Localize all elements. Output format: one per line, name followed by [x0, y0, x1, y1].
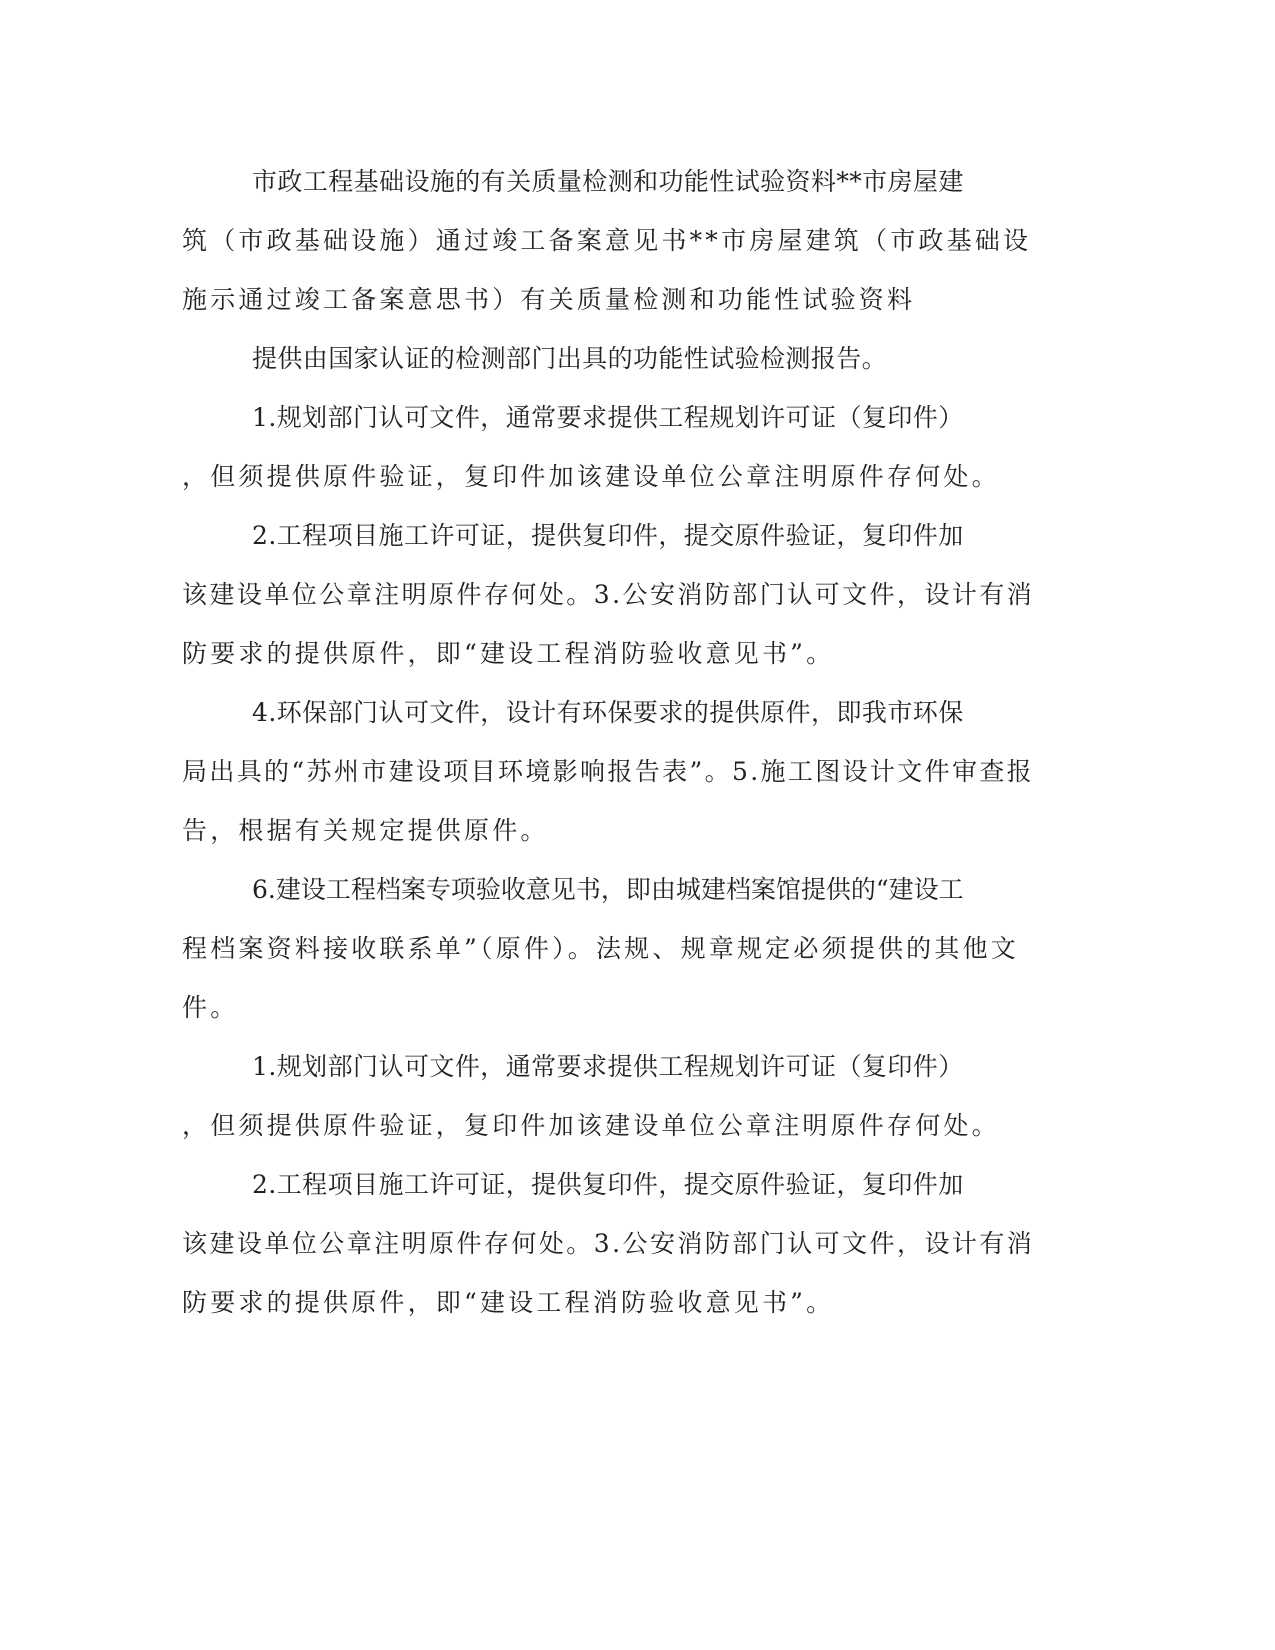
text-line: 防要求的提供原件，即“建设工程消防验收意见书”。 — [182, 639, 835, 668]
paragraph — [182, 1155, 1034, 1332]
text-line: 4.环保部门认可文件，设计有环保要求的提供原件，即我市环保 — [252, 698, 964, 727]
text-line: 该建设单位公章注明原件存何处。3.公安消防部门认可文件，设计有消 — [182, 580, 1035, 609]
paragraph — [182, 329, 1034, 388]
text-line: 提供由国家认证的检测部门出具的功能性试验检测报告。 — [252, 344, 888, 373]
text-line: 该建设单位公章注明原件存何处。3.公安消防部门认可文件，设计有消 — [182, 1229, 1035, 1258]
text-line: 局出具的“苏州市建设项目环境影响报告表”。5.施工图设计文件审查报 — [182, 757, 1035, 786]
text-line: 市政工程基础设施的有关质量检测和功能性试验资料**市房屋建 — [252, 167, 964, 196]
paragraph — [182, 388, 1034, 506]
document-body — [182, 152, 1034, 1332]
paragraph — [182, 683, 1034, 860]
paragraph — [182, 1037, 1034, 1155]
paragraph — [182, 860, 1034, 1037]
text-line: 1.规划部门认可文件，通常要求提供工程规划许可证（复印件） — [252, 403, 964, 432]
text-line: 施示通过竣工备案意思书）有关质量检测和功能性试验资料 — [182, 285, 916, 314]
paragraph — [182, 506, 1034, 683]
text-line: 1.规划部门认可文件，通常要求提供工程规划许可证（复印件） — [252, 1052, 964, 1081]
text-line: 筑（市政基础设施）通过竣工备案意见书**市房屋建筑（市政基础设 — [182, 226, 1032, 255]
text-line: 程档案资料接收联系单”（原件）。法规、规章规定必须提供的其他文 — [182, 934, 1019, 963]
text-line: 防要求的提供原件，即“建设工程消防验收意见书”。 — [182, 1288, 835, 1317]
text-line: 2.工程项目施工许可证，提供复印件，提交原件验证，复印件加 — [252, 1170, 964, 1199]
text-line: 件。 — [182, 993, 239, 1022]
text-line: 告，根据有关规定提供原件。 — [182, 816, 549, 845]
text-line: 6.建设工程档案专项验收意见书，即由城建档案馆提供的“建设工 — [252, 875, 964, 904]
text-line: 2.工程项目施工许可证，提供复印件，提交原件验证，复印件加 — [252, 521, 964, 550]
text-line: ，但须提供原件验证，复印件加该建设单位公章注明原件存何处。 — [182, 1111, 1000, 1140]
paragraph — [182, 152, 1034, 329]
text-line: ，但须提供原件验证，复印件加该建设单位公章注明原件存何处。 — [182, 462, 1000, 491]
